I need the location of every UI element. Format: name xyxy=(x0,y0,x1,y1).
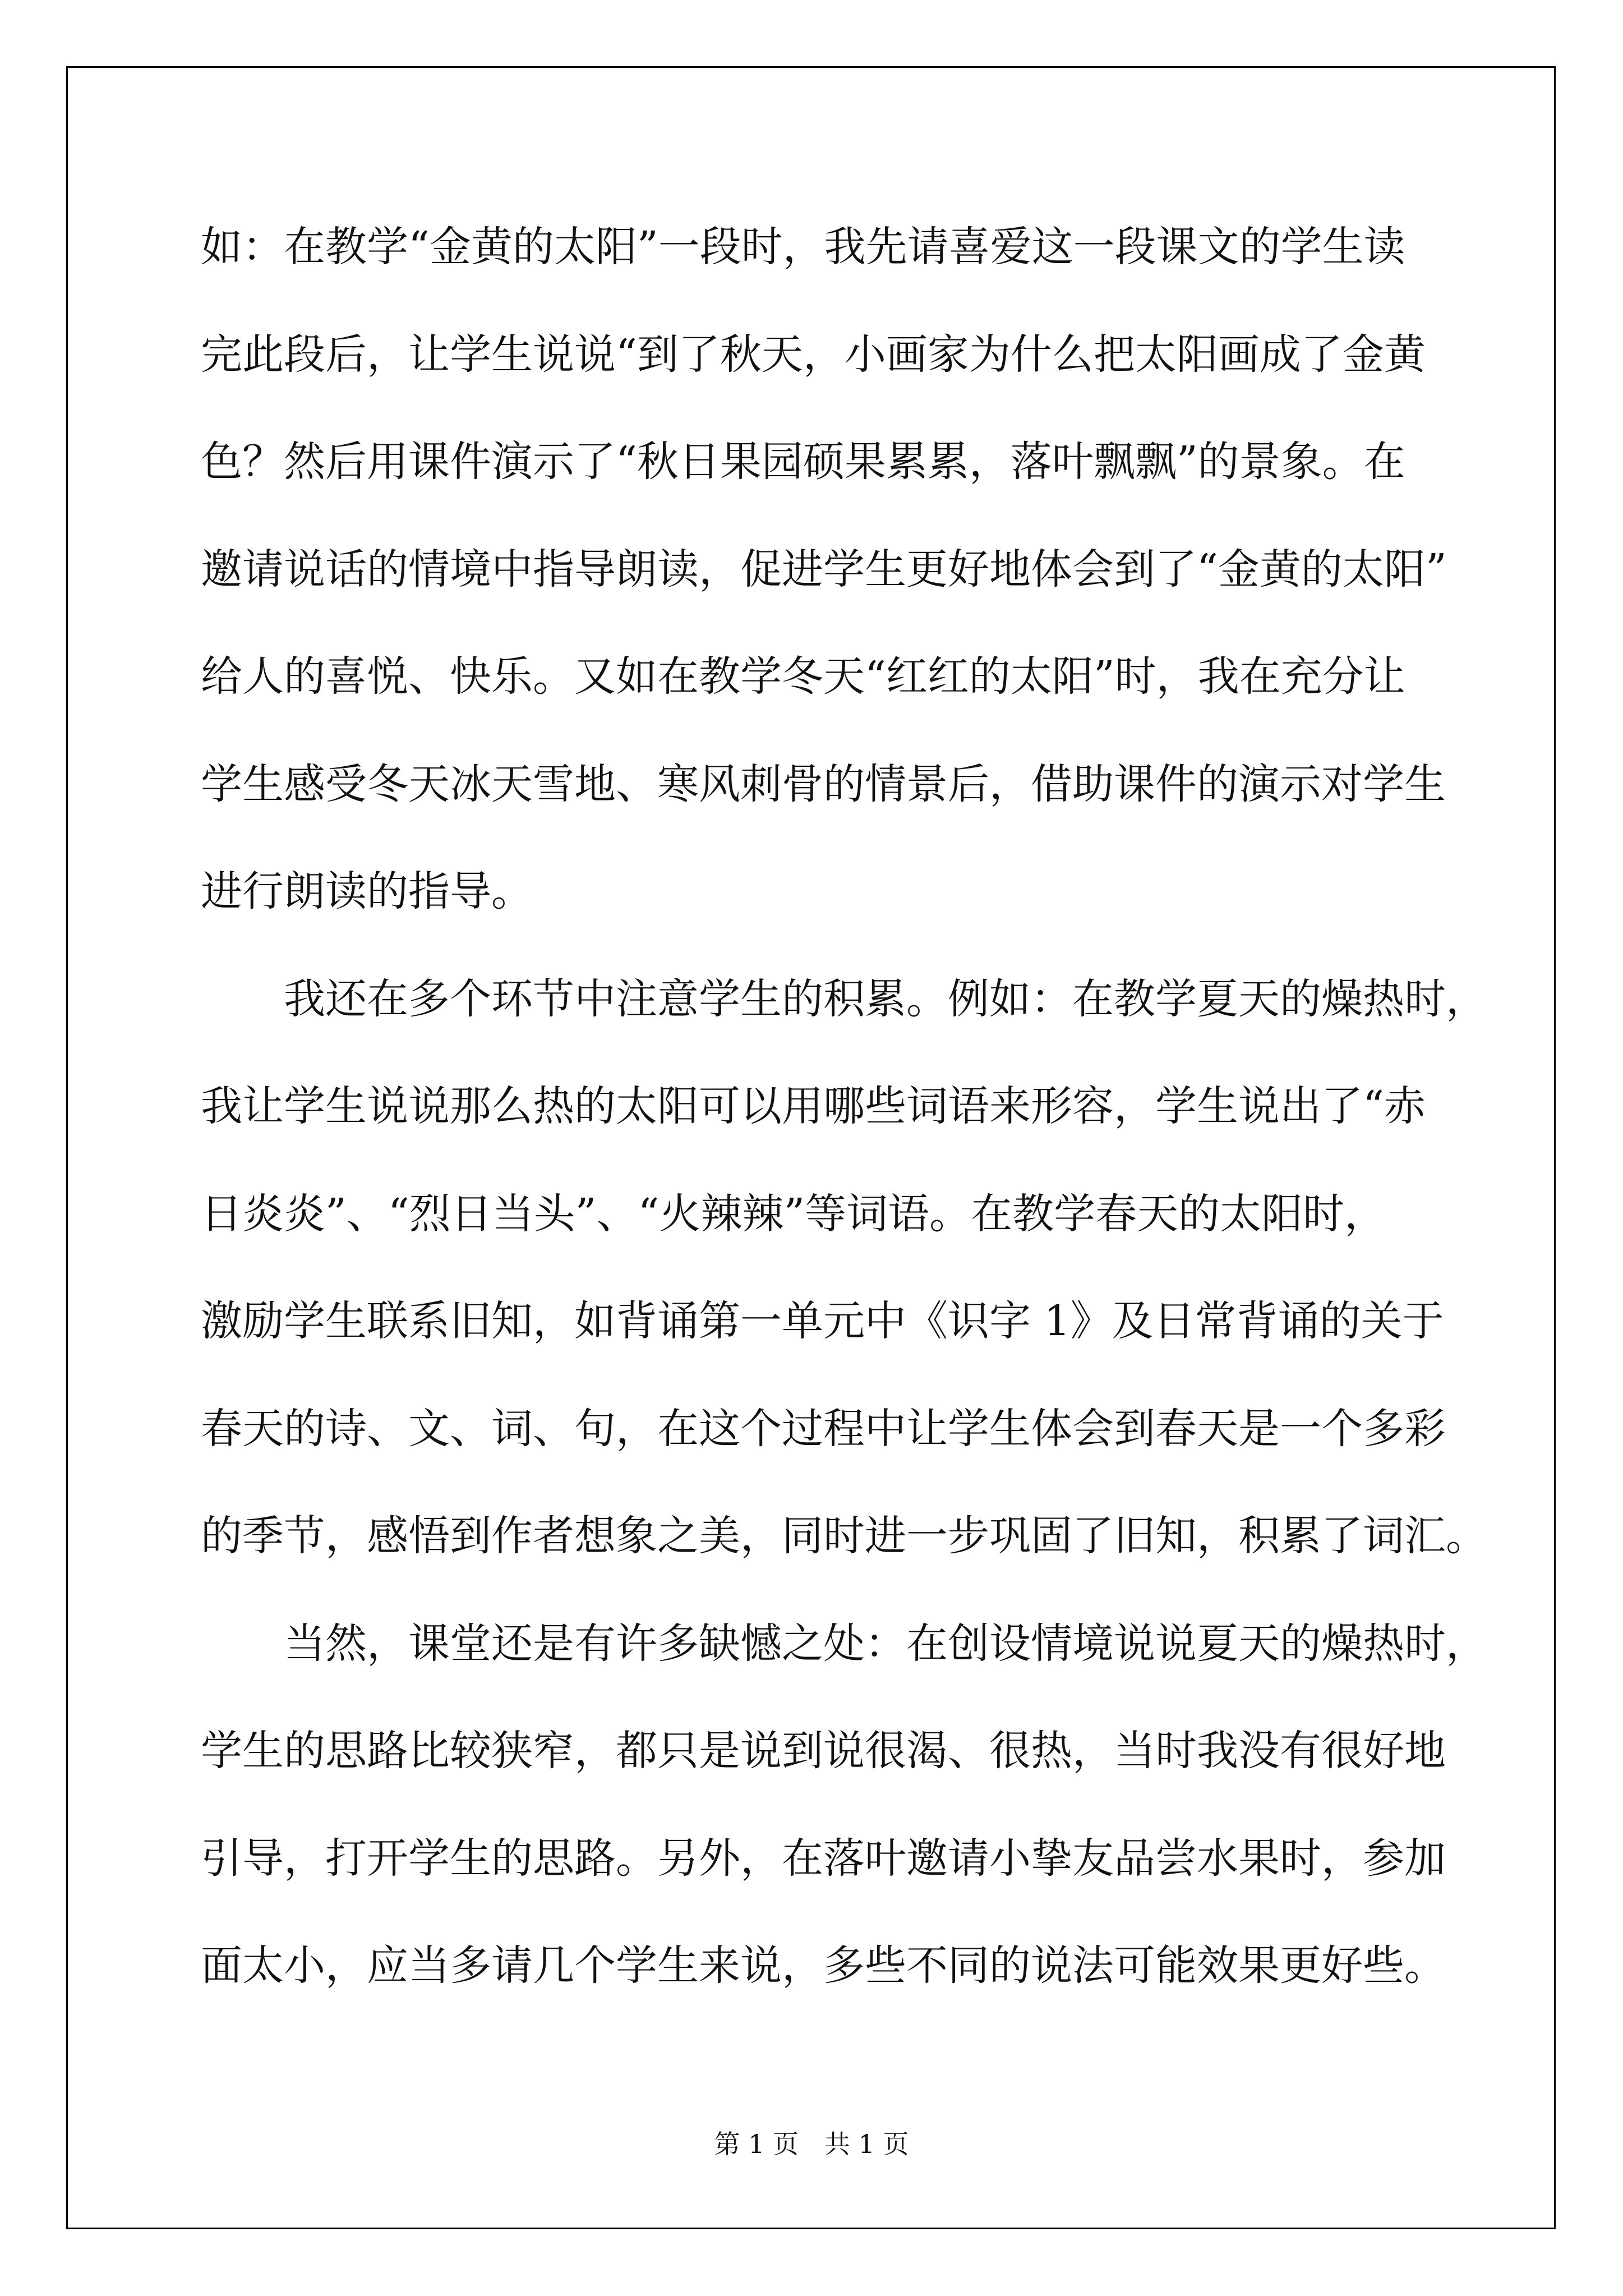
text-line: 学生的思路比较狭窄，都只是说到说很渴、很热，当时我没有很好地 xyxy=(201,1727,1446,1775)
text-line: 进行朗读的指导。 xyxy=(201,867,533,915)
text-line: 的季节，感悟到作者想象之美，同时进一步巩固了旧知，积累了词汇。 xyxy=(201,1512,1487,1560)
text-line: 日炎炎”、“烈日当头”、“火辣辣”等词语。在教学春天的太阳时， xyxy=(201,1189,1386,1238)
document-body xyxy=(201,194,1487,2020)
text-line: 学生感受冬天冰天雪地、寒风刺骨的情景后，借助课件的演示对学生 xyxy=(201,760,1446,808)
text-line: 给人的喜悦、快乐。又如在教学冬天“红红的太阳”时，我在充分让 xyxy=(201,652,1405,701)
text-line: 春天的诗、文、词、句，在这个过程中让学生体会到春天是一个多彩 xyxy=(201,1404,1446,1453)
text-line: 当然，课堂还是有许多缺憾之处：在创设情境说说夏天的燥热时， xyxy=(284,1619,1487,1668)
text-line: 邀请说话的情境中指导朗读，促进学生更好地体会到了“金黄的太阳” xyxy=(201,545,1447,593)
paragraph-3 xyxy=(201,1590,1487,2020)
text-line: 色？然后用课件演示了“秋日果园硕果累累，落叶飘飘”的景象。在 xyxy=(201,438,1405,486)
text-line: 激励学生联系旧知，如背诵第一单元中《识字 1》及日常背诵的关于 xyxy=(201,1297,1444,1345)
text-line: 引导，打开学生的思路。另外，在落叶邀请小挚友品尝水果时，参加 xyxy=(201,1834,1446,1883)
paragraph-1 xyxy=(201,194,1447,946)
text-line: 我让学生说说那么热的太阳可以用哪些词语来形容，学生说出了“赤 xyxy=(201,1082,1426,1130)
page-number: 第 1 页 共 1 页 xyxy=(714,2129,909,2159)
text-line: 我还在多个环节中注意学生的积累。例如：在教学夏天的燥热时， xyxy=(284,974,1487,1023)
text-line: 面太小，应当多请几个学生来说，多些不同的说法可能效果更好些。 xyxy=(201,1941,1446,1990)
text-line: 如：在教学“金黄的太阳”一段时，我先请喜爱这一段课文的学生读 xyxy=(201,223,1405,271)
text-line: 完此段后，让学生说说“到了秋天，小画家为什么把太阳画成了金黄 xyxy=(201,330,1426,379)
paragraph-2 xyxy=(201,946,1487,1590)
